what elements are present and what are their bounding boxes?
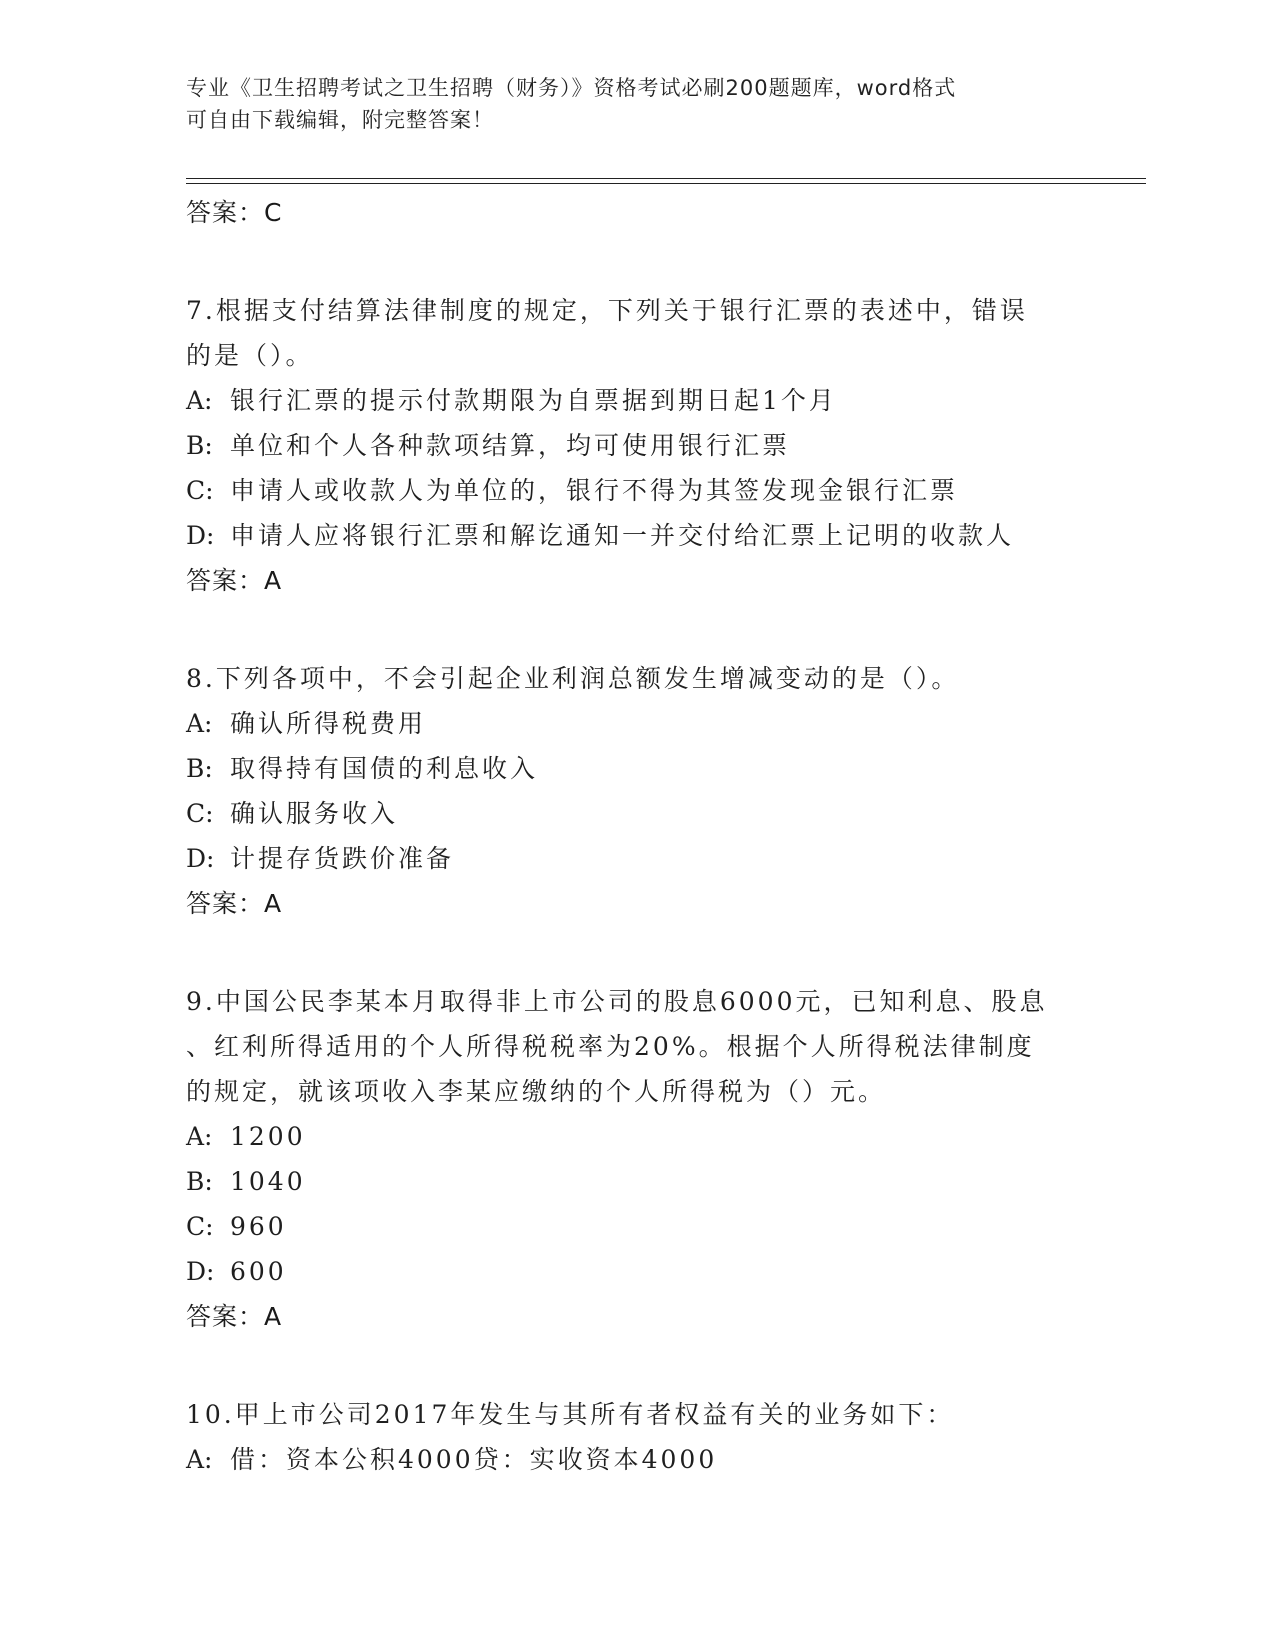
answer-previous: 答案：C bbox=[186, 198, 283, 227]
question-9-option-b bbox=[186, 1159, 1086, 1204]
option-letter: A: bbox=[186, 709, 213, 738]
spacer bbox=[186, 603, 1086, 656]
question-8-stem-line-1: 8.下列各项中，不会引起企业利润总额发生增减变动的是（）。 bbox=[186, 664, 960, 693]
question-9-option-d bbox=[186, 1249, 1086, 1294]
question-9 bbox=[186, 979, 1086, 1339]
question-7-stem-line-1: 7.根据支付结算法律制度的规定，下列关于银行汇票的表述中，错误 bbox=[186, 296, 1028, 325]
question-8-answer: 答案：A bbox=[186, 889, 283, 918]
question-8-option-d bbox=[186, 836, 1086, 881]
option-letter: D: bbox=[186, 521, 215, 550]
header-divider-top bbox=[186, 178, 1146, 179]
question-8-option-c bbox=[186, 791, 1086, 836]
question-9-answer: 答案：A bbox=[186, 1302, 283, 1331]
question-7-option-a bbox=[186, 378, 1086, 423]
question-10-stem-line-1: 10.甲上市公司2017年发生与其所有者权益有关的业务如下： bbox=[186, 1400, 955, 1429]
option-text: 申请人应将银行汇票和解讫通知一并交付给汇票上记明的收款人 bbox=[230, 521, 1015, 550]
spacer bbox=[186, 235, 1086, 288]
question-7-option-d bbox=[186, 513, 1086, 558]
spacer bbox=[186, 1339, 1086, 1392]
option-text: 600 bbox=[230, 1257, 287, 1286]
option-letter: C: bbox=[186, 476, 214, 505]
option-letter: D: bbox=[186, 1257, 215, 1286]
option-text: 银行汇票的提示付款期限为自票据到期日起1个月 bbox=[230, 386, 837, 415]
option-text: 1200 bbox=[230, 1122, 306, 1151]
question-10-option-a bbox=[186, 1437, 1086, 1482]
question-7-stem-line-2: 的是（）。 bbox=[186, 341, 314, 370]
question-8-option-a bbox=[186, 701, 1086, 746]
option-text: 借：资本公积4000贷：实收资本4000 bbox=[230, 1445, 718, 1474]
option-text: 1040 bbox=[230, 1167, 306, 1196]
question-10 bbox=[186, 1392, 1086, 1482]
document-body bbox=[186, 190, 1086, 1482]
question-9-stem-line-1: 9.中国公民李某本月取得非上市公司的股息6000元，已知利息、股息 bbox=[186, 987, 1048, 1016]
option-letter: A: bbox=[186, 1122, 213, 1151]
option-letter: D: bbox=[186, 844, 215, 873]
option-text: 确认所得税费用 bbox=[230, 709, 427, 738]
page-header bbox=[186, 72, 1086, 136]
question-7 bbox=[186, 288, 1086, 603]
option-letter: B: bbox=[186, 431, 213, 460]
header-line-2: 可自由下载编辑，附完整答案！ bbox=[186, 108, 494, 132]
question-8 bbox=[186, 656, 1086, 926]
option-text: 申请人或收款人为单位的，银行不得为其签发现金银行汇票 bbox=[230, 476, 959, 505]
option-letter: C: bbox=[186, 799, 214, 828]
question-8-option-b bbox=[186, 746, 1086, 791]
option-text: 计提存货跌价准备 bbox=[230, 844, 455, 873]
option-text: 单位和个人各种款项结算，均可使用银行汇票 bbox=[230, 431, 791, 460]
spacer bbox=[186, 926, 1086, 979]
question-7-option-b bbox=[186, 423, 1086, 468]
option-letter: B: bbox=[186, 1167, 213, 1196]
question-9-option-a bbox=[186, 1114, 1086, 1159]
question-9-stem-line-3: 的规定，就该项收入李某应缴纳的个人所得税为（）元。 bbox=[186, 1077, 887, 1106]
option-text: 确认服务收入 bbox=[230, 799, 399, 828]
option-letter: A: bbox=[186, 1445, 213, 1474]
option-text: 取得持有国债的利息收入 bbox=[230, 754, 539, 783]
question-7-option-c bbox=[186, 468, 1086, 513]
question-9-stem-line-2: 、红利所得适用的个人所得税税率为20%。根据个人所得税法律制度 bbox=[186, 1032, 1035, 1061]
question-9-option-c bbox=[186, 1204, 1086, 1249]
option-text: 960 bbox=[230, 1212, 287, 1241]
option-letter: A: bbox=[186, 386, 213, 415]
header-line-1: 专业《卫生招聘考试之卫生招聘（财务）》资格考试必刷200题题库，word格式 bbox=[186, 76, 957, 100]
question-7-answer: 答案：A bbox=[186, 566, 283, 595]
header-divider-bottom bbox=[186, 183, 1146, 184]
option-letter: B: bbox=[186, 754, 213, 783]
option-letter: C: bbox=[186, 1212, 214, 1241]
